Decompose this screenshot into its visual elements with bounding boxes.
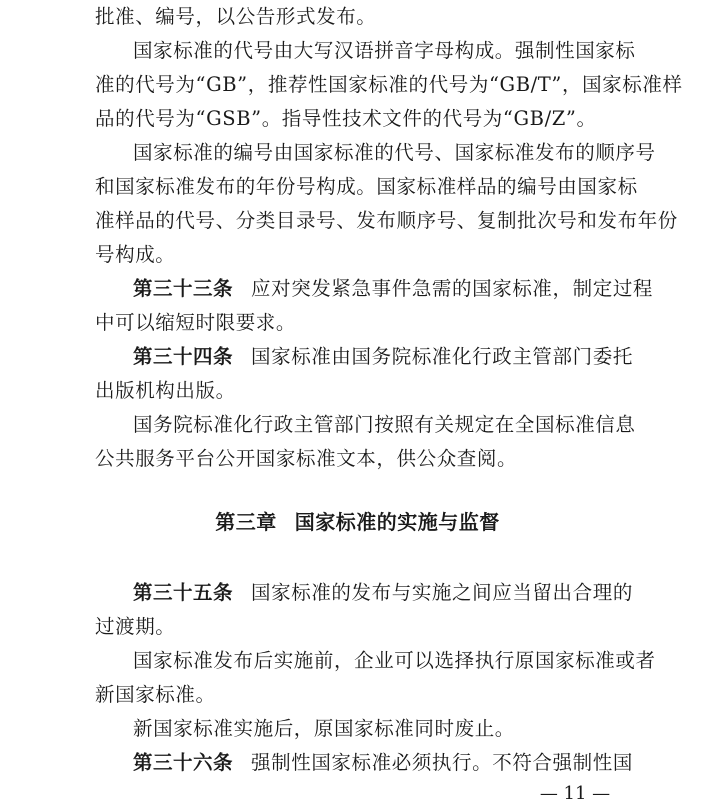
paragraph-line: 批准、编号，以公告形式发布。 (95, 5, 377, 28)
paragraph-line: 出版机构出版。 (95, 379, 236, 402)
article-35 (133, 576, 715, 610)
paragraph-line: 公共服务平台公开国家标准文本，供公众查阅。 (95, 447, 518, 470)
page-number: — 11 — (539, 783, 611, 804)
paragraph-line: 国务院标准化行政主管部门按照有关规定在全国标准信息 (133, 413, 636, 436)
paragraph-line: 新国家标准。 (95, 683, 216, 706)
chapter-number: 第三章 (215, 510, 277, 534)
article-label: 第三十三条 (133, 277, 234, 300)
article-label: 第三十五条 (133, 581, 234, 604)
paragraph-line: 国家标准的代号由大写汉语拼音字母构成。强制性国家标 (133, 39, 636, 62)
paragraph-line: 品的代号为“GSB”。指导性技术文件的代号为“GB/Z”。 (95, 107, 597, 130)
paragraph-line: 过渡期。 (95, 615, 176, 638)
article-36 (133, 746, 715, 780)
paragraph-line: 中可以缩短时限要求。 (95, 311, 297, 334)
article-34 (133, 340, 715, 374)
chapter-heading (0, 505, 715, 539)
chapter-title: 国家标准的实施与监督 (294, 510, 500, 534)
paragraph-line: 准样品的代号、分类目录号、发布顺序号、复制批次号和发布年份 (95, 209, 678, 232)
paragraph-line: 国家标准发布后实施前，企业可以选择执行原国家标准或者 (133, 649, 656, 672)
paragraph-line: 准的代号为“GB”，推荐性国家标准的代号为“GB/T”，国家标准样 (95, 73, 683, 96)
article-text: 国家标准由国务院标准化行政主管部门委托 (251, 345, 633, 368)
article-33 (133, 272, 715, 306)
paragraph-line: 新国家标准实施后，原国家标准同时废止。 (133, 717, 515, 740)
article-label: 第三十六条 (133, 751, 234, 774)
paragraph-line: 和国家标准发布的年份号构成。国家标准样品的编号由国家标 (95, 175, 638, 198)
article-label: 第三十四条 (133, 345, 234, 368)
paragraph-line: 国家标准的编号由国家标准的代号、国家标准发布的顺序号 (133, 141, 656, 164)
article-text: 国家标准的发布与实施之间应当留出合理的 (251, 581, 633, 604)
article-text: 应对突发紧急事件急需的国家标准，制定过程 (251, 277, 654, 300)
article-text: 强制性国家标准必须执行。不符合强制性国 (251, 751, 633, 774)
paragraph-line: 号构成。 (95, 243, 176, 266)
